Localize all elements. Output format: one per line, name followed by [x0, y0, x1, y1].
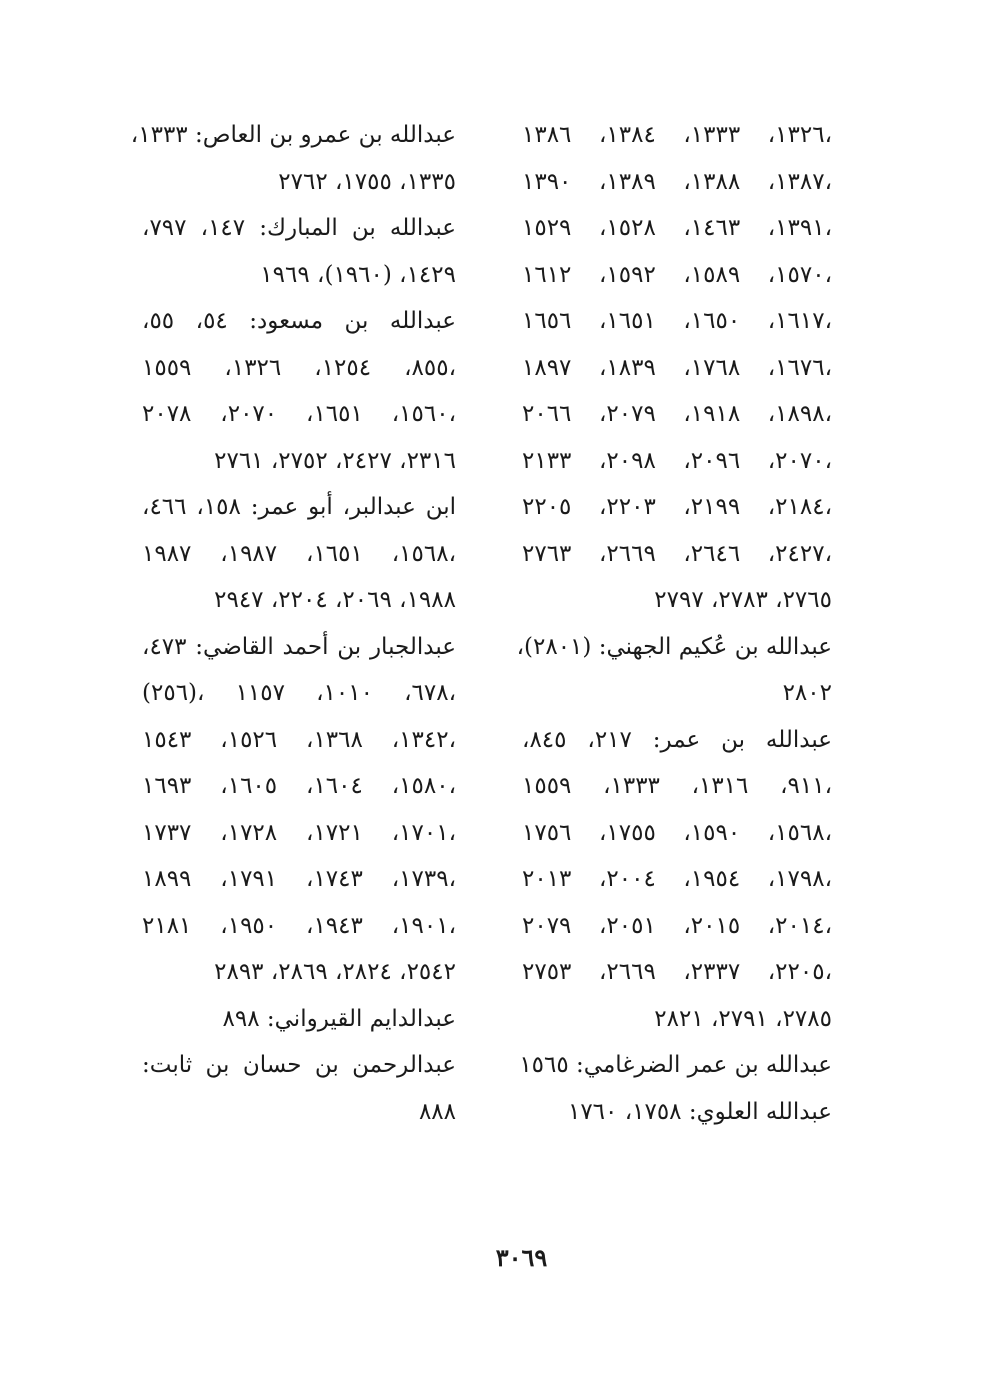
index-line: ١٣٢٦، ١٣٣٣، ١٣٨٤، ١٣٨٦، [522, 122, 833, 148]
index-line: عبدالله بن عمرو بن العاص: ١٣٣٣، [130, 122, 456, 148]
index-line: ١٩٠١، ١٩٤٣، ١٩٥٠، ٢١٨١، [142, 912, 457, 939]
index-line: عبدالدايم القيرواني: ٨٩٨ [222, 1005, 456, 1032]
index-line: ١٧٣٩، ١٧٤٣، ١٧٩١، ١٨٩٩، [142, 866, 457, 892]
index-line: ٢٤٢٧، ٢٦٤٦، ٢٦٦٩، ٢٧٦٣، [522, 540, 833, 567]
index-line: ٢٠٧٠، ٢٠٩٦، ٢٠٩٨، ٢١٣٣، [522, 447, 833, 474]
index-line: عبدالله العلوي: ١٧٥٨، ١٧٦٠ [567, 1098, 832, 1125]
index-line: ٩١١، ١٣١٦، ١٣٣٣، ١٥٥٩، [522, 773, 832, 799]
index-line: عبدالله بن مسعود: ٥٤، ٥٥، [142, 308, 457, 334]
index-line: عبدالله بن عمر: ٢١٧، ٨٤٥، [522, 726, 832, 753]
index-column-right [516, 112, 833, 1135]
index-line: ٢٣١٦، ٢٤٢٧، ٢٧٥٢، ٢٧٦١ [214, 447, 456, 474]
index-line: عبدالله بن عمر الضرغامي: ١٥٦٥ [519, 1052, 832, 1078]
page-number: ٣٠٦٩ [495, 1243, 548, 1272]
index-line: عبدالجبار بن أحمد القاضي: ٤٧٣، [142, 633, 456, 660]
index-line: عبدالرحمن بن حسان بن ثابت: [142, 1052, 456, 1078]
index-line: ١٧٩٨، ١٩٥٤، ٢٠٠٤، ٢٠١٣، [522, 866, 833, 892]
index-line: ١٥٦٨، ١٥٩٠، ١٧٥٥، ١٧٥٦، [522, 819, 833, 846]
index-line: ٢١٨٤، ٢١٩٩، ٢٢٠٣، ٢٢٠٥، [522, 494, 833, 520]
index-line: ١٨٩٨، ١٩١٨، ٢٠٧٩، ٢٠٦٦، [522, 401, 833, 427]
index-line: ٨٨٨ [418, 1098, 456, 1125]
index-line: ٢٨٠٢ [782, 680, 832, 706]
index-column-left [130, 112, 457, 1135]
index-line: ١٥٦٨، ١٦٥١، ١٩٨٧، ١٩٨٧، [142, 540, 457, 567]
index-line: ١٣٣٥، ١٧٥٥، ٢٧٦٢ [278, 168, 456, 195]
index-line: ١٧٠١، ١٧٢١، ١٧٢٨، ١٧٣٧، [142, 819, 457, 846]
index-line: عبدالله بن عُكيم الجهني: (٢٨٠١)، [516, 633, 832, 660]
index-line: ١٩٨٨، ٢٠٦٩، ٢٢٠٤، ٢٩٤٧ [214, 587, 456, 613]
index-line: ١٣٤٢، ١٣٦٨، ١٥٢٦، ١٥٤٣، [142, 726, 457, 753]
index-line: ١٣٩١، ١٤٦٣، ١٥٢٨، ١٥٢٩، [522, 215, 833, 241]
index-line: ابن عبدالبر، أبو عمر: ١٥٨، ٤٦٦، [142, 494, 457, 520]
index-line: ١٦٧٦، ١٧٦٨، ١٨٣٩، ١٨٩٧، [522, 354, 833, 381]
index-line: ٢٠١٤، ٢٠١٥، ٢٠٥١، ٢٠٧٩، [522, 912, 833, 939]
index-line: ١٦١٧، ١٦٥٠، ١٦٥١، ١٦٥٦، [522, 308, 833, 334]
index-line: ١٥٨٠، ١٦٠٤، ١٦٠٥، ١٦٩٣، [142, 773, 457, 799]
index-line: ١٥٧٠، ١٥٨٩، ١٥٩٢، ١٦١٢، [522, 261, 833, 288]
index-line: ١٤٢٩، (١٩٦٠)، ١٩٦٩ [260, 261, 456, 288]
index-line: ٢٢٠٥، ٢٣٣٧، ٢٦٦٩، ٢٧٥٣، [522, 959, 833, 985]
index-line: ٨٥٥، ١٢٥٤، ١٣٢٦، ١٥٥٩، [142, 354, 457, 381]
index-line: ٢٥٤٢، ٢٨٢٤، ٢٨٦٩، ٢٨٩٣ [214, 959, 456, 985]
index-line: ٢٧٦٥، ٢٧٨٣، ٢٧٩٧ [654, 587, 832, 613]
index-line: ٢٧٨٥، ٢٧٩١، ٢٨٢١ [654, 1005, 832, 1032]
index-line: ١٣٨٧، ١٣٨٨، ١٣٨٩، ١٣٩٠، [522, 168, 833, 195]
index-line: عبدالله بن المبارك: ١٤٧، ٧٩٧، [142, 215, 456, 241]
index-line: ١٥٦٠، ١٦٥١، ٢٠٧٠، ٢٠٧٨، [142, 401, 457, 427]
index-line: (٢٥٦)، ٦٧٨، ١٠١٠، ١١٥٧، [142, 680, 456, 706]
